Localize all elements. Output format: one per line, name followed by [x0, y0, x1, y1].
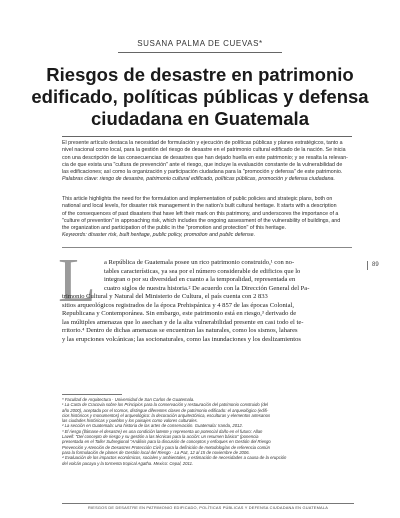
body-line: tables características, ya sea por el número considerable de edificios que lo	[104, 267, 301, 275]
footnote-line: presentada en el Taller Subregional "Análisis para la discusión de conceptos y enfoques en Gestión del Riesgo	[62, 439, 271, 445]
abstract-line: cia de que exista una "cultura de prevención" ante el riesgo, que incluye la evaluación constante de la vulnerabilidad de	[62, 161, 343, 168]
abstract-line: con una descripción de las consecuencias de desastres que han dejado huella en este patrimonio; y se resalta la relevan-	[62, 154, 348, 161]
header-divider	[118, 52, 282, 53]
footnote-line: Lavell: "Del concepto de riesgo y su gestión a las técnicas para la acción: un resumen básico" (ponencia	[62, 434, 259, 440]
body-line: y las erupciones volcánicas; las socionaturales, como las inundaciones y los deslizamientos	[62, 335, 301, 343]
abstract-spanish	[62, 140, 352, 184]
footnote-line: Prevención y Atención de Desastres Protección Civil y para la definición de metodologías de referencia común	[62, 444, 270, 450]
abstract-line: national and local levels, for disaster risk management in the nation's built cultural heritage. It starts with a description	[62, 203, 337, 210]
abstract-line: the organization and participation of the public in the "promotion and protection" of this heritage.	[62, 225, 287, 232]
footnote-line: ⁴ Evaluación de los impactos económicos, sociales y ambientales, y estimación de necesidades a causa de la erupción	[62, 455, 287, 461]
body-line: cuatro siglos de nuestra historia.² De acuerdo con la Dirección General del Pa-	[104, 284, 310, 292]
abstract-line: nivel nacional como local, para la gestión del riesgo de desastre en el patrimonio cultural edificado de la nación. Se inicia	[62, 147, 346, 154]
footnote-line: del volcán pacaya y la tormenta tropical Agatha. Mexico: Cepal, 2011.	[62, 460, 194, 466]
footnotes	[62, 397, 354, 466]
page-number: 89	[372, 262, 379, 268]
footer-divider	[62, 503, 354, 504]
footnote-line: para la formulación de planes de Gestión local del Riesgo · La Paz, 12 al 15 de noviembre de 2006.	[62, 449, 250, 455]
body-line: Republicana y Contemporánea. Sin embargo, este patrimonio está en riesgo,³ derivado de	[62, 310, 297, 317]
title-line: ciudadana en Guatemala	[91, 108, 309, 129]
abstract-divider	[62, 247, 352, 248]
body-text	[62, 293, 354, 344]
body-line: las múltiples amenazas que lo asechan y de la alta vulnerabilidad presente en casi todo el te-	[62, 318, 304, 326]
page-number-divider	[367, 261, 368, 270]
abstract-keywords: Keywords: disaster risk, built heritage, public policy, promotion and public defense.	[62, 232, 256, 239]
abstract-line: El presente artículo destaca la necesidad de formulación y ejecución de políticas públicas y planes estratégicos, tanto a	[62, 140, 343, 146]
abstract-english	[62, 196, 352, 240]
footnote-line: ² La sección en Guatemala: una historia de las artes de conservación. Guatemala: Iranda, 2012.	[62, 423, 243, 429]
footnote-line: ³ El riesgo (llámase el desastre) es una condición latente y representa un potencial daño en el futuro: Allan	[62, 428, 263, 434]
body-line: rritorio.⁴ Dentro de dichas amenazas se encuentran las naturales, como los sismos, lahares	[62, 327, 298, 334]
author-name: SUSANA PALMA DE CUEVAS*	[137, 39, 263, 48]
title-line: edificado, políticas públicas y defensa	[31, 86, 369, 107]
body-line: integran o por su diversidad en cuanto a la temporalidad, representada en	[104, 276, 296, 283]
footnote-line: ¹ La Carta de Cracovia sobre los Principios para la conservación y restauración del patrimonio construido (del	[62, 402, 268, 408]
abstract-line: This article highlights the need for the formulation and implementation of public policies and strategic plans, both on	[62, 196, 333, 202]
body-line: a República de Guatemala posee un rico patrimonio construido,¹ con no-	[104, 259, 295, 266]
footnote-line: las ciudades históricas y pueblos y los paisajes como valores culturales.	[62, 418, 198, 424]
footnote-line: * Facultad de Arquitectura · Universidad de San Carlos de Guatemala.	[62, 397, 195, 402]
abstract-keywords: Palabras clave: riesgo de desastre, patrimonio cultural edificado, políticas públicas, promoción y defensa ciudadana.	[62, 176, 335, 183]
body-text-indented	[104, 259, 354, 293]
footnote-line: año 2000), aceptada por el Icomos, distingue diferentes clases de patrimonio edificado: el arqueológico (edifi-	[62, 407, 269, 413]
abstract-line: "culture of prevention" in approaching risk, which includes the ongoing assessment of the vulnerability of buildings, and	[62, 217, 341, 224]
article-title	[20, 64, 380, 130]
abstract-line: las edificaciones; así como la organización y participación ciudadana para la "promoción y defensa" de este patrimonio.	[62, 169, 343, 176]
running-title: RIESGOS DE DESASTRE EN PATRIMONIO EDIFICADO, POLÍTICAS PÚBLICAS Y DEFENSA CIUDADANA EN GUATEMALA	[87, 505, 328, 510]
footnote-line: cios históricos y monumentos) el arqueológico: la decoración arquitectónica, esculturas y elementos artesanos	[62, 412, 271, 418]
title-divider	[62, 136, 352, 137]
footnotes-divider	[62, 394, 122, 395]
body-line: trimonio Cultural y Natural del Ministerio de Cultura, el país cuenta con 2 833	[62, 293, 268, 300]
abstract-line: of the consequences of past disasters that have left their mark on this patrimony, and underscores the importance of a	[62, 210, 339, 217]
title-line: Riesgos de desastre en patrimonio	[46, 64, 354, 85]
drop-cap: L	[58, 247, 96, 315]
body-line: sitios arqueológicos registrados de la época Prehispánica y 4 857 de las épocas Colonial,	[62, 301, 294, 309]
